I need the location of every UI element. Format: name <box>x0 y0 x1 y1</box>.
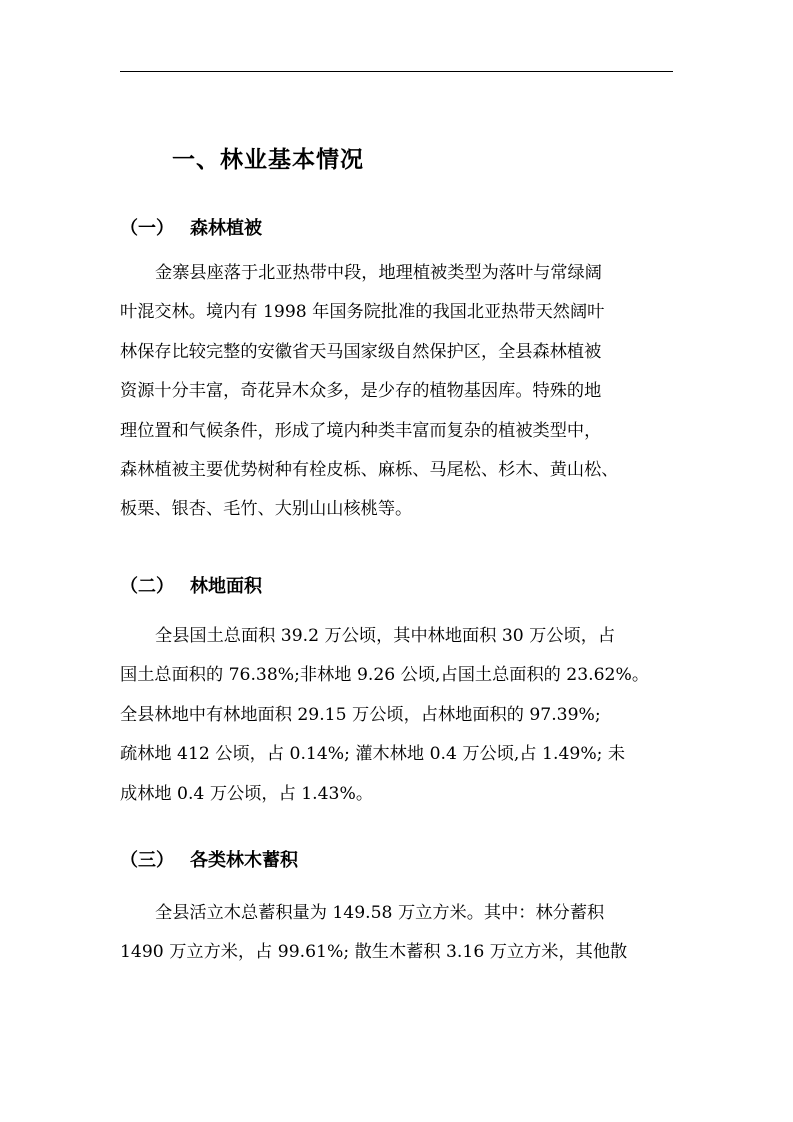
paragraph-line: 国土总面积的 76.38%;非林地 9.26 公顷,占国土总面积的 23.62%。 <box>120 665 650 686</box>
paragraph-line: 1490 万立方米，占 99.61%; 散生木蓄积 3.16 万立方米，其他散 <box>120 942 628 963</box>
section-heading-forest-land-area <box>120 572 262 602</box>
paragraph-line: 金寨县座落于北亚热带中段，地理植被类型为落叶与常绿阔 <box>155 263 602 283</box>
header-rule <box>120 71 673 72</box>
section-heading-timber-stock <box>120 846 298 876</box>
section-number: （三） <box>120 850 174 871</box>
paragraph-forest-land-area <box>120 617 676 814</box>
paragraph-line: 叶混交林。境内有 1998 年国务院批准的我国北亚热带天然阔叶 <box>120 302 605 323</box>
paragraph-timber-stock <box>120 894 676 973</box>
paragraph-line: 成林地 0.4 万公顷，占 1.43%。 <box>120 783 374 804</box>
paragraph-line: 森林植被主要优势树种有栓皮栎、麻栎、马尾松、杉木、黄山松、 <box>120 460 619 481</box>
section-number: （二） <box>120 576 174 597</box>
paragraph-line: 林保存比较完整的安徽省天马国家级自然保护区，全县森林植被 <box>120 341 602 362</box>
paragraph-line: 全县国土总面积 39.2 万公顷，其中林地面积 30 万公顷，占 <box>155 626 616 646</box>
section-number: （一） <box>120 218 174 239</box>
section-title: 林地面积 <box>190 576 262 597</box>
section-heading-forest-vegetation <box>120 214 262 244</box>
paragraph-line: 理位置和气候条件，形成了境内种类丰富而复杂的植被类型中， <box>120 420 602 441</box>
section-title: 各类林木蓄积 <box>190 850 298 871</box>
paragraph-line: 全县活立木总蓄积量为 149.58 万立方米。其中：林分蓄积 <box>155 903 605 923</box>
paragraph-line: 板栗、银杏、毛竹、大别山山核桃等。 <box>120 499 413 520</box>
paragraph-line: 疏林地 412 公顷，占 0.14%; 灌木林地 0.4 万公顷,占 1.49%; 未 <box>120 744 626 765</box>
paragraph-forest-vegetation <box>120 254 676 530</box>
paragraph-line: 资源十分丰富，奇花异木众多，是少存的植物基因库。特殊的地 <box>120 381 602 402</box>
section-title: 森林植被 <box>190 218 262 239</box>
paragraph-line: 全县林地中有林地面积 29.15 万公顷，占林地面积的 97.39%; <box>120 704 601 725</box>
chapter-title: 一、林业基本情况 <box>172 147 364 173</box>
